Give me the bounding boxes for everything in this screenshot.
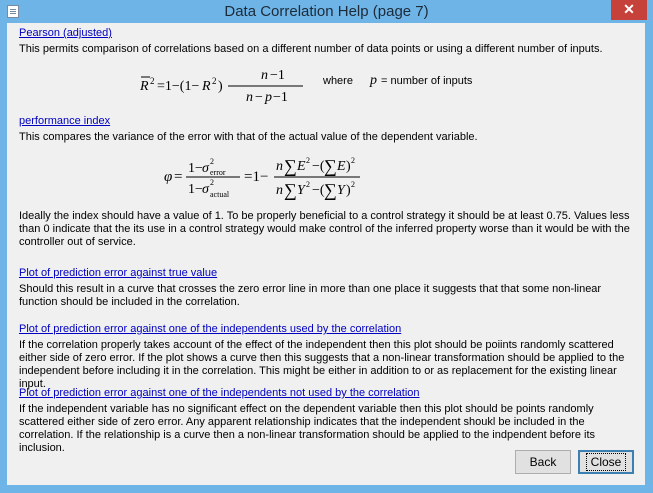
pearson-formula — [140, 65, 340, 110]
performance-description: This compares the variance of the error with that of the actual value of the dependent variable. — [19, 131, 478, 143]
link-plot-error-vs-used-independents[interactable]: Plot of prediction error against one of the independents used by the correlation — [19, 323, 402, 335]
svg-text:): ) — [346, 183, 351, 198]
svg-text:=: = — [174, 169, 183, 185]
performance-index-formula — [164, 151, 394, 205]
svg-text:σ: σ — [202, 161, 209, 176]
svg-text:Y: Y — [297, 183, 305, 198]
formula-p-description: = number of inputs — [381, 75, 473, 87]
svg-text:R: R — [140, 79, 149, 94]
window-title: Data Correlation Help (page 7) — [224, 3, 429, 20]
svg-text:−(: −( — [312, 159, 325, 174]
plot-error-vs-unused-description: If the independent variable has no significant effect on the dependent variable then this plot should be points randomly scattered either side of zero error. Any apparent relationship indicates that the independent shoukl be included in the correlation. If the relationship is a curve then a non-linear transformation should be applied to the indpendent before its inclusion. — [19, 403, 596, 454]
svg-text:p: p — [265, 90, 272, 105]
svg-text:Y: Y — [337, 183, 345, 198]
svg-text:R: R — [202, 79, 211, 94]
plot-error-vs-true-description: Should this result in a curve that crosses the zero error line in more than one place it suggests that that some non-linear function should be included in the correlation. — [19, 283, 602, 308]
svg-text:): ) — [346, 159, 351, 174]
svg-text:∑: ∑ — [284, 180, 297, 200]
link-plot-error-vs-unused-independents[interactable]: Plot of prediction error against one of the independents not used by the correlation — [19, 387, 420, 399]
svg-text:n: n — [261, 68, 268, 83]
svg-text:error: error — [210, 168, 226, 177]
svg-text:∑: ∑ — [324, 156, 337, 176]
svg-text:2: 2 — [351, 180, 355, 189]
svg-text:1−: 1− — [188, 182, 203, 197]
svg-text:∑: ∑ — [324, 180, 337, 200]
link-plot-error-vs-true[interactable]: Plot of prediction error against true value — [19, 267, 218, 279]
svg-text:E: E — [297, 159, 306, 174]
svg-text:1−: 1− — [188, 161, 203, 176]
svg-text:2: 2 — [306, 180, 310, 189]
pearson-description: This permits comparison of correlations based on a different number of data points or using a different number of inputs. — [19, 43, 603, 55]
svg-text:−: − — [255, 90, 263, 105]
help-content-area — [7, 23, 645, 485]
pearson-formula-graphic — [140, 65, 340, 107]
svg-text:∑: ∑ — [284, 156, 297, 176]
svg-text:φ: φ — [164, 169, 173, 185]
svg-text:E: E — [337, 159, 346, 174]
svg-text:2: 2 — [150, 76, 155, 86]
svg-text:2: 2 — [212, 76, 217, 86]
svg-text:σ: σ — [202, 182, 209, 197]
svg-text:n: n — [246, 90, 253, 105]
svg-text:−(: −( — [312, 183, 325, 198]
svg-text:): ) — [218, 79, 223, 94]
formula-p-symbol: p — [370, 73, 377, 88]
svg-text:−1: −1 — [273, 90, 288, 105]
performance-index-explanation: Ideally the index should have a value of 1. To be properly beneficial to a control strategy it should be at least 0.75. Values less than 0 indicate that the its use in a control strategy would make control of the inferred property worse than it would be with the controller out of service. — [19, 210, 630, 248]
svg-text:n: n — [276, 183, 283, 198]
plot-error-vs-used-description: If the correlation properly takes account of the effect of the independent then this plot should be poiints randomly scattered either side of zero error. If the plot shows a curve then this suggests that a non-linear transformation should be applied to the independent before including it in the correlation. This might be either in addition to or as replacement for the existing linear input. — [19, 339, 625, 390]
title-bar[interactable] — [0, 0, 653, 23]
svg-text:2: 2 — [351, 156, 355, 165]
close-button-label: Close — [588, 455, 625, 469]
svg-text:2: 2 — [210, 178, 214, 187]
svg-text:=1−: =1− — [244, 169, 269, 185]
link-performance-index[interactable]: performance index — [19, 115, 111, 127]
back-button-label: Back — [529, 455, 557, 469]
svg-text:=1−(1−: =1−(1− — [157, 79, 200, 94]
svg-text:n: n — [276, 159, 283, 174]
svg-text:actual: actual — [210, 190, 230, 199]
svg-text:−1: −1 — [270, 68, 285, 83]
close-button[interactable] — [578, 450, 634, 474]
formula-where-label: where — [323, 75, 353, 87]
window-close-button[interactable]: ✕ — [611, 0, 647, 20]
back-button[interactable] — [515, 450, 571, 474]
performance-formula-graphic — [164, 151, 394, 201]
link-pearson-adjusted[interactable]: Pearson (adjusted) — [19, 27, 112, 39]
svg-text:2: 2 — [306, 156, 310, 165]
svg-text:2: 2 — [210, 157, 214, 166]
